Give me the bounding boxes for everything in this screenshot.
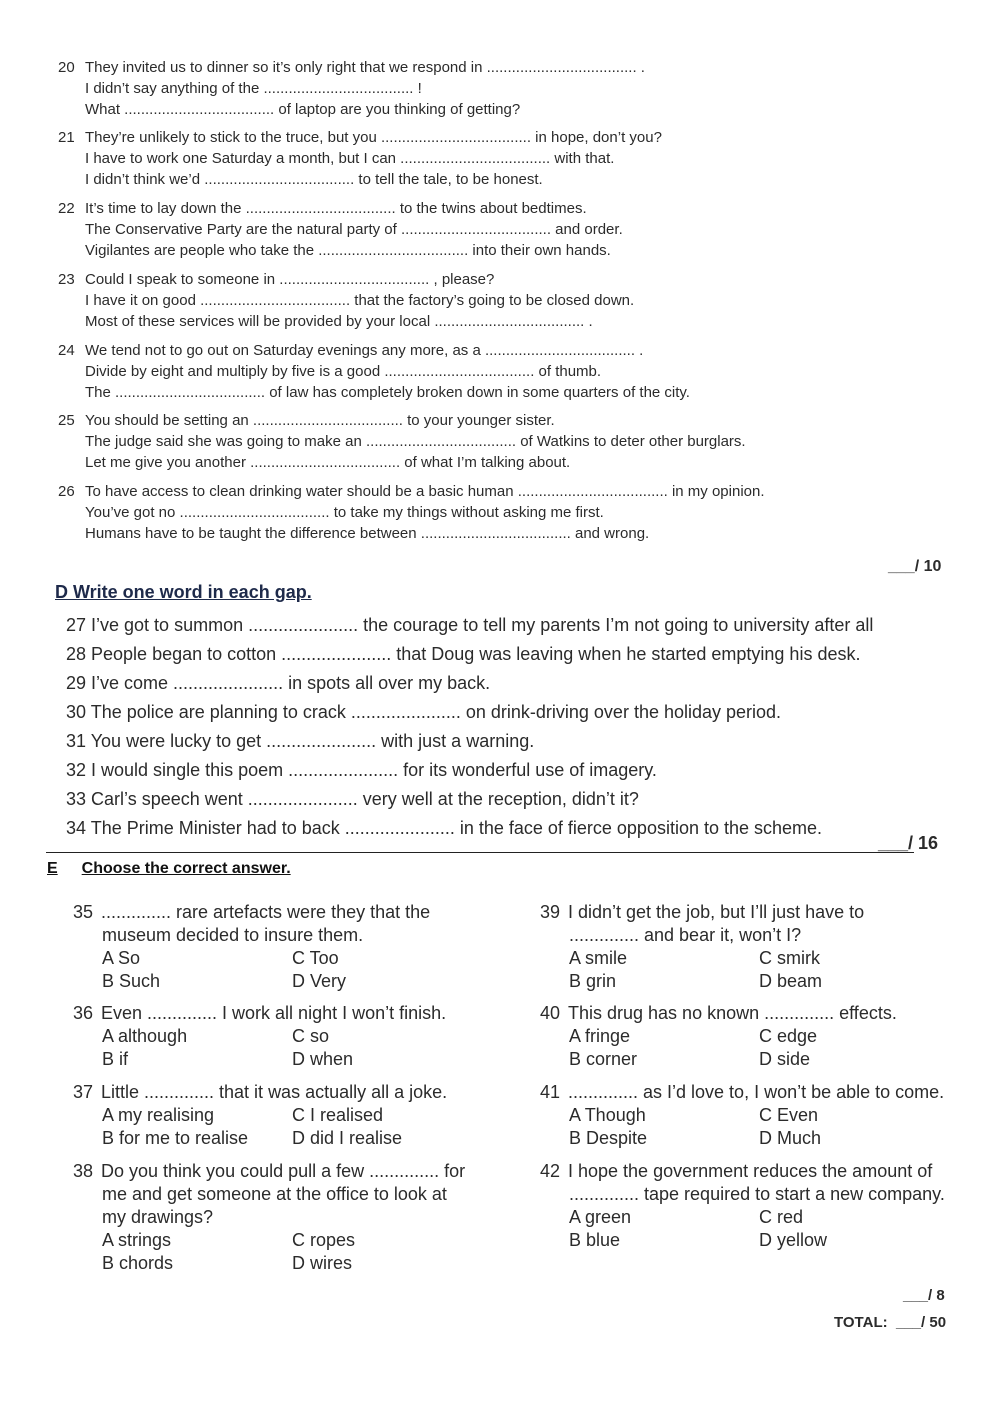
question-text: Do you think you could pull a few .............. for [101,1161,466,1181]
total-score: ___/ 50 [896,1314,947,1331]
question-text: .............. and bear it, won’t I? [569,925,802,945]
question-sentence: You’ve got no .................................... to take my things without asking me first. [85,504,604,521]
answer-option[interactable]: B corner [569,1049,638,1069]
question-number: 42 [540,1161,561,1181]
question-number: 39 [540,902,561,922]
question-number: 40 [540,1003,561,1023]
answer-option[interactable]: B grin [569,971,617,991]
question-number: 21 [58,129,75,146]
question-text: I didn’t get the job, but I’ll just have to [568,902,865,922]
gap-fill-item: 30 The police are planning to crack ...................... on drink-driving over the holiday period. [66,702,782,722]
question-sentence: I didn’t say anything of the .................................... ! [85,80,422,97]
answer-option[interactable]: B for me to realise [102,1128,249,1148]
question-sentence: The Conservative Party are the natural party of .................................... and order. [85,221,623,238]
answer-option[interactable]: D when [292,1049,354,1069]
question-sentence: Let me give you another .................................... of what I’m talking about. [85,454,571,471]
question-text: .............. rare artefacts were they that the [101,902,431,922]
gap-fill-item: 32 I would single this poem ...................... for its wonderful use of imagery. [66,760,657,780]
gap-fill-item: 31 You were lucky to get ...................... with just a warning. [66,731,535,751]
question-sentence: The .................................... of law has completely broken down in some quarters of the city. [85,384,690,401]
question-number: 35 [73,902,94,922]
question-sentence: Most of these services will be provided by your local .................................... . [85,313,593,330]
section-divider [46,852,914,853]
question-sentence: What .................................... of laptop are you thinking of getting? [85,101,521,118]
question-sentence: We tend not to go out on Saturday evenings any more, as a .................................... . [85,342,644,359]
answer-option[interactable]: B Despite [569,1128,648,1148]
question-number: 25 [58,412,75,429]
answer-option[interactable]: A So [102,948,141,968]
gap-fill-item: 27 I’ve got to summon ...................... the courage to tell my parents I’m not going to university after all [66,615,874,635]
total-label: TOTAL: [834,1314,888,1331]
question-sentence: They invited us to dinner so it’s only right that we respond in .................................... . [85,59,645,76]
section-e-heading [47,860,291,878]
answer-option[interactable]: C Too [292,948,339,968]
answer-option[interactable]: D yellow [759,1230,828,1250]
question-sentence: It’s time to lay down the .................................... to the twins about bedtimes. [85,200,587,217]
question-sentence: The judge said she was going to make an .................................... of Watkins to deter other burglars. [85,433,746,450]
section-e-label: E [47,860,58,877]
answer-option[interactable]: D wires [292,1253,353,1273]
question-sentence: You should be setting an .................................... to your younger sister. [85,412,555,429]
question-text: Little .............. that it was actually all a joke. [101,1082,448,1102]
gap-fill-item: 28 People began to cotton ...................... that Doug was leaving when he started emptying his desk. [66,644,861,664]
answer-option[interactable]: D Much [759,1128,822,1148]
question-number: 37 [73,1082,94,1102]
question-number: 20 [58,59,75,76]
question-number: 22 [58,200,75,217]
section-c-score: ___/ 10 [888,558,942,575]
gap-fill-item: 34 The Prime Minister had to back ...................... in the face of fierce opposition to the scheme. [66,818,823,838]
gap-fill-item: 33 Carl’s speech went ...................... very well at the reception, didn’t it? [66,789,639,809]
question-number: 23 [58,271,75,288]
answer-option[interactable]: D side [759,1049,811,1069]
question-text: me and get someone at the office to look at [102,1184,447,1204]
question-number: 24 [58,342,75,359]
answer-option[interactable]: D beam [759,971,823,991]
answer-option[interactable]: B blue [569,1230,621,1250]
question-sentence: They’re unlikely to stick to the truce, but you .................................... in hope, don’t you? [85,129,662,146]
section-e-score: ___/ 8 [903,1287,945,1304]
question-sentence: Could I speak to someone in .................................... , please? [85,271,495,288]
answer-option[interactable]: C ropes [292,1230,356,1250]
answer-option[interactable]: A Though [569,1105,646,1125]
answer-option[interactable]: C edge [759,1026,818,1046]
question-sentence: Humans have to be taught the difference between .................................... and wrong. [85,525,650,542]
question-text: I hope the government reduces the amount of [568,1161,933,1181]
question-number: 38 [73,1161,94,1181]
answer-option[interactable]: A fringe [569,1026,631,1046]
question-sentence: I have to work one Saturday a month, but I can .................................... with that. [85,150,615,167]
answer-option[interactable]: C smirk [759,948,820,968]
question-text: Even .............. I work all night I won’t finish. [101,1003,447,1023]
section-e-title: Choose the correct answer. [81,860,291,877]
question-sentence: Vigilantes are people who take the .................................... into their own hands. [85,242,611,259]
question-number: 41 [540,1082,561,1102]
question-sentence: Divide by eight and multiply by five is a good .................................... of thumb. [85,363,602,380]
question-number: 36 [73,1003,94,1023]
answer-option[interactable]: B chords [102,1253,174,1273]
answer-option[interactable]: A green [569,1207,632,1227]
answer-option[interactable]: C red [759,1207,804,1227]
answer-option[interactable]: C I realised [292,1105,384,1125]
gap-fill-item: 29 I’ve come ...................... in spots all over my back. [66,673,491,693]
section-d-heading: D Write one word in each gap. [55,582,312,602]
section-d-score: ___/ 16 [878,833,939,853]
answer-option[interactable]: A smile [569,948,628,968]
answer-option[interactable]: B if [102,1049,129,1069]
answer-option[interactable]: A strings [102,1230,172,1250]
question-text: This drug has no known .............. effects. [568,1003,897,1023]
answer-option[interactable]: D did I realise [292,1128,403,1148]
question-sentence: I didn’t think we’d .................................... to tell the tale, to be honest. [85,171,543,188]
answer-option[interactable]: A although [102,1026,188,1046]
question-text: my drawings? [102,1207,214,1227]
question-number: 26 [58,483,75,500]
answer-option[interactable]: B Such [102,971,161,991]
question-sentence: I have it on good .................................... that the factory’s going to be closed down. [85,292,635,309]
question-text: .............. tape required to start a new company. [569,1184,945,1204]
question-text: museum decided to insure them. [102,925,364,945]
answer-option[interactable]: D Very [292,971,347,991]
answer-option[interactable]: C Even [759,1105,819,1125]
question-text: .............. as I’d love to, I won’t be able to come. [568,1082,945,1102]
question-sentence: To have access to clean drinking water should be a basic human .................................... in my opinion. [85,483,765,500]
answer-option[interactable]: C so [292,1026,330,1046]
answer-option[interactable]: A my realising [102,1105,215,1125]
